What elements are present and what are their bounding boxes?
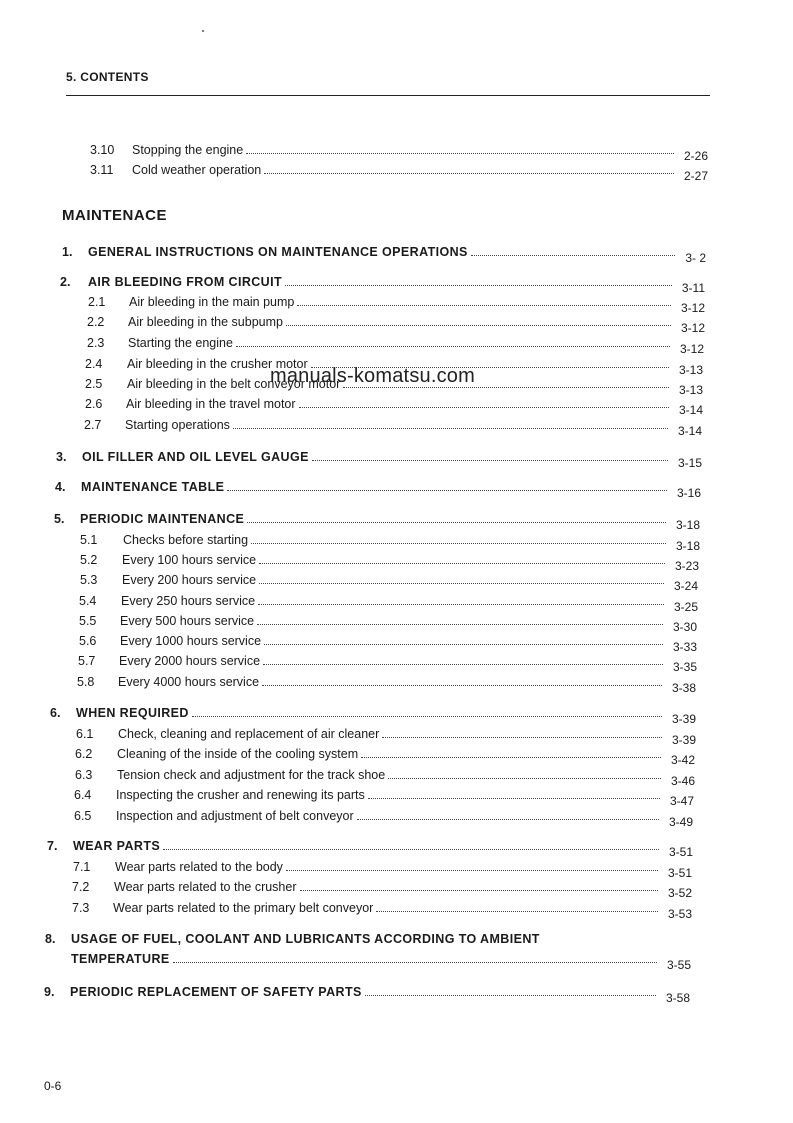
toc-entry-page: 3-13 xyxy=(678,363,703,377)
toc-entry-number: 7.2 xyxy=(72,880,90,894)
speck xyxy=(202,30,204,32)
toc-entry-number: 6.4 xyxy=(74,788,92,802)
dot-leader xyxy=(163,849,659,850)
toc-entry-label: Every 2000 hours service xyxy=(119,654,261,668)
toc-entry-number: 7.3 xyxy=(72,901,90,915)
toc-entry-label: Every 250 hours service xyxy=(121,594,256,608)
toc-entry-page: 3- 2 xyxy=(685,251,706,265)
toc-entry[interactable] xyxy=(60,275,705,293)
toc-entry-label: Checks before starting xyxy=(123,533,249,547)
toc-entry[interactable] xyxy=(47,839,693,857)
toc-entry-label: Wear parts related to the primary belt conveyor xyxy=(113,901,374,915)
toc-entry-number: 2.7 xyxy=(84,418,102,432)
dot-leader xyxy=(285,285,672,286)
toc-entry-label: Cleaning of the inside of the cooling system xyxy=(117,747,359,761)
page-number: 0-6 xyxy=(44,1079,62,1093)
toc-entry-number: 8. xyxy=(45,932,56,946)
toc-entry-label: Tension check and adjustment for the track shoe xyxy=(117,768,386,782)
toc-entry[interactable] xyxy=(73,860,692,878)
toc-entry-number: 5.3 xyxy=(80,573,98,587)
toc-entry-label: Starting the engine xyxy=(128,336,233,350)
toc-entry-label: USAGE OF FUEL, COOLANT AND LUBRICANTS ACCORDING TO AMBIENT xyxy=(71,932,540,946)
toc-entry-number: 2.5 xyxy=(85,377,103,391)
toc-prev-entry-number: 3.10 xyxy=(90,143,115,157)
toc-entry[interactable] xyxy=(85,397,703,415)
toc-entry-number: 9. xyxy=(44,985,55,999)
dot-leader xyxy=(263,664,663,665)
toc-entry[interactable] xyxy=(75,768,695,786)
dot-leader xyxy=(262,685,662,686)
toc-entry[interactable] xyxy=(77,675,696,693)
toc-prev-entry-page: 2-27 xyxy=(683,169,708,183)
dot-leader xyxy=(388,778,661,779)
dot-leader xyxy=(297,305,671,306)
toc-entry-number: 2. xyxy=(60,275,71,289)
toc-entry-number: 6.3 xyxy=(75,768,93,782)
dot-leader xyxy=(257,624,663,625)
toc-entry-page: 3-15 xyxy=(677,456,702,470)
toc-entry-label: Every 500 hours service xyxy=(120,614,255,628)
toc-entry-label: PERIODIC MAINTENANCE xyxy=(80,512,245,526)
dot-leader xyxy=(286,870,658,871)
dot-leader xyxy=(286,325,671,326)
toc-entry-label: PERIODIC REPLACEMENT OF SAFETY PARTS xyxy=(70,985,362,999)
toc-entry-page: 3-55 xyxy=(666,958,691,972)
toc-entry-page: 3-39 xyxy=(671,712,696,726)
toc-entry-number: 2.6 xyxy=(85,397,103,411)
toc-prev-entry-label: Cold weather operation xyxy=(132,163,262,177)
toc-entry[interactable] xyxy=(50,706,696,724)
toc-prev-entry-label: Stopping the engine xyxy=(132,143,244,157)
toc-entry-label: TEMPERATURE xyxy=(71,952,170,966)
toc-entry-label: WHEN REQUIRED xyxy=(76,706,189,720)
dot-leader xyxy=(299,407,669,408)
dot-leader xyxy=(173,962,657,963)
section-title: MAINTENACE xyxy=(62,207,167,224)
toc-entry-number: 3. xyxy=(56,450,67,464)
dot-leader xyxy=(247,522,666,523)
toc-entry-number: 6.2 xyxy=(75,747,93,761)
toc-entry[interactable] xyxy=(78,654,697,672)
toc-entry-page: 3-46 xyxy=(670,774,695,788)
toc-entry-page: 3-24 xyxy=(673,579,698,593)
toc-entry-label: Starting operations xyxy=(125,418,230,432)
toc-entry-label: Air bleeding in the belt conveyor motor xyxy=(127,377,341,391)
dot-leader xyxy=(233,428,668,429)
toc-entry-page: 3-12 xyxy=(680,301,705,315)
toc-entry-number: 5.6 xyxy=(79,634,97,648)
toc-entry-page: 3-12 xyxy=(679,342,704,356)
toc-prev-entry-page: 2-26 xyxy=(683,149,708,163)
toc-entry-page: 3-42 xyxy=(670,753,695,767)
toc-entry-number: 6.5 xyxy=(74,809,92,823)
toc-entry[interactable] xyxy=(72,880,692,898)
dot-leader xyxy=(258,604,664,605)
toc-entry-label: GENERAL INSTRUCTIONS ON MAINTENANCE OPERATIONS xyxy=(88,245,468,259)
toc-prev-entry-number: 3.11 xyxy=(90,163,114,177)
dot-leader xyxy=(259,583,664,584)
toc-entry-number: 5.7 xyxy=(78,654,96,668)
toc-entry-page: 3-25 xyxy=(673,600,698,614)
dot-leader xyxy=(361,757,661,758)
toc-entry-page: 3-47 xyxy=(669,794,694,808)
dot-leader xyxy=(264,644,663,645)
toc-entry[interactable] xyxy=(79,594,698,612)
toc-entry-label: Air bleeding in the main pump xyxy=(129,295,295,309)
toc-entry-page: 3-18 xyxy=(675,518,700,532)
dot-leader xyxy=(236,346,670,347)
toc-entry-page: 3-51 xyxy=(668,845,693,859)
toc-entry-number: 5.2 xyxy=(80,553,98,567)
toc-entry-label: Inspecting the crusher and renewing its parts xyxy=(116,788,365,802)
toc-entry[interactable] xyxy=(87,315,705,333)
dot-leader xyxy=(227,490,667,491)
toc-entry-number: 2.1 xyxy=(88,295,106,309)
toc-entry-number: 1. xyxy=(62,245,73,259)
toc-entry[interactable] xyxy=(80,573,698,591)
toc-entry-page: 3-51 xyxy=(667,866,692,880)
toc-entry[interactable] xyxy=(75,747,695,765)
toc-entry-number: 7.1 xyxy=(73,860,91,874)
toc-entry-page: 3-12 xyxy=(680,321,705,335)
toc-entry-page: 3-18 xyxy=(675,539,700,553)
toc-entry-page: 3-13 xyxy=(678,383,703,397)
toc-entry[interactable] xyxy=(79,614,697,632)
toc-prev-entry[interactable] xyxy=(90,163,708,181)
toc-entry-number: 2.3 xyxy=(87,336,105,350)
dot-leader xyxy=(300,890,658,891)
toc-entry-page: 3-58 xyxy=(665,991,690,1005)
toc-entry-label: Every 100 hours service xyxy=(122,553,257,567)
toc-entry[interactable] xyxy=(87,336,704,354)
toc-entry[interactable] xyxy=(71,952,691,970)
toc-entry[interactable] xyxy=(84,418,702,436)
toc-entry-label: MAINTENANCE TABLE xyxy=(81,480,225,494)
toc-entry[interactable] xyxy=(74,788,694,806)
toc-prev-entry[interactable] xyxy=(90,143,708,161)
page-header-title: 5. CONTENTS xyxy=(66,70,149,84)
toc-entry[interactable] xyxy=(79,634,697,652)
dot-leader xyxy=(357,819,659,820)
toc-entry-label: AIR BLEEDING FROM CIRCUIT xyxy=(88,275,283,289)
toc-entry-page: 3-33 xyxy=(672,640,697,654)
toc-entry-page: 3-30 xyxy=(672,620,697,634)
toc-entry-label: Wear parts related to the body xyxy=(115,860,283,874)
toc-entry-label: Every 200 hours service xyxy=(122,573,257,587)
toc-entry-page: 3-52 xyxy=(667,886,692,900)
toc-entry-page: 3-39 xyxy=(671,733,696,747)
toc-entry-label: Air bleeding in the travel motor xyxy=(126,397,296,411)
toc-entry[interactable] xyxy=(72,901,692,919)
dot-leader xyxy=(251,543,666,544)
dot-leader xyxy=(192,716,662,717)
toc-entry[interactable] xyxy=(76,727,696,745)
toc-entry-page: 3-53 xyxy=(667,907,692,921)
toc-entry-page: 3-38 xyxy=(671,681,696,695)
toc-entry[interactable] xyxy=(88,295,705,313)
dot-leader xyxy=(246,153,674,154)
toc-entry-label: Wear parts related to the crusher xyxy=(114,880,297,894)
dot-leader xyxy=(471,255,676,256)
toc-entry-number: 5.5 xyxy=(79,614,97,628)
watermark: manuals-komatsu.com xyxy=(270,365,475,387)
toc-entry[interactable] xyxy=(54,512,700,530)
dot-leader xyxy=(376,911,658,912)
dot-leader xyxy=(382,737,662,738)
toc-entry-number: 5. xyxy=(54,512,65,526)
toc-entry-number: 5.1 xyxy=(80,533,98,547)
toc-entry-label: Every 1000 hours service xyxy=(120,634,262,648)
toc-entry-page: 3-11 xyxy=(681,281,705,295)
dot-leader xyxy=(312,460,668,461)
toc-entry-page: 3-16 xyxy=(676,486,701,500)
toc-entry-page: 3-35 xyxy=(672,660,697,674)
toc-entry-label: Every 4000 hours service xyxy=(118,675,260,689)
toc-entry-number: 6. xyxy=(50,706,61,720)
toc-entry-label: Inspection and adjustment of belt conveyor xyxy=(116,809,354,823)
toc-entry-label: Air bleeding in the subpump xyxy=(128,315,283,329)
toc-entry-page: 3-14 xyxy=(677,424,702,438)
toc-entry[interactable] xyxy=(45,932,655,950)
toc-entry-page: 3-23 xyxy=(674,559,699,573)
toc-entry[interactable] xyxy=(44,985,690,1003)
dot-leader xyxy=(259,563,665,564)
toc-entry[interactable] xyxy=(62,245,706,263)
toc-entry-label: OIL FILLER AND OIL LEVEL GAUGE xyxy=(82,450,309,464)
toc-entry-page: 3-14 xyxy=(678,403,703,417)
dot-leader xyxy=(264,173,674,174)
toc-entry[interactable] xyxy=(80,553,699,571)
toc-entry-number: 2.2 xyxy=(87,315,105,329)
toc-entry-number: 4. xyxy=(55,480,66,494)
toc-entry-page: 3-49 xyxy=(668,815,693,829)
header-rule xyxy=(66,95,710,96)
toc-entry-number: 2.4 xyxy=(85,357,103,371)
toc-entry[interactable] xyxy=(56,450,702,468)
toc-entry-label: Air bleeding in the crusher motor xyxy=(127,357,308,371)
toc-entry[interactable] xyxy=(80,533,700,551)
toc-entry-number: 5.8 xyxy=(77,675,95,689)
toc-entry[interactable] xyxy=(55,480,701,498)
toc-entry-label: WEAR PARTS xyxy=(73,839,161,853)
toc-entry-number: 6.1 xyxy=(76,727,94,741)
toc-entry-number: 7. xyxy=(47,839,58,853)
dot-leader xyxy=(365,995,656,996)
toc-entry-label: Check, cleaning and replacement of air cleaner xyxy=(118,727,380,741)
dot-leader xyxy=(368,798,660,799)
toc-entry[interactable] xyxy=(74,809,693,827)
toc-entry-number: 5.4 xyxy=(79,594,97,608)
